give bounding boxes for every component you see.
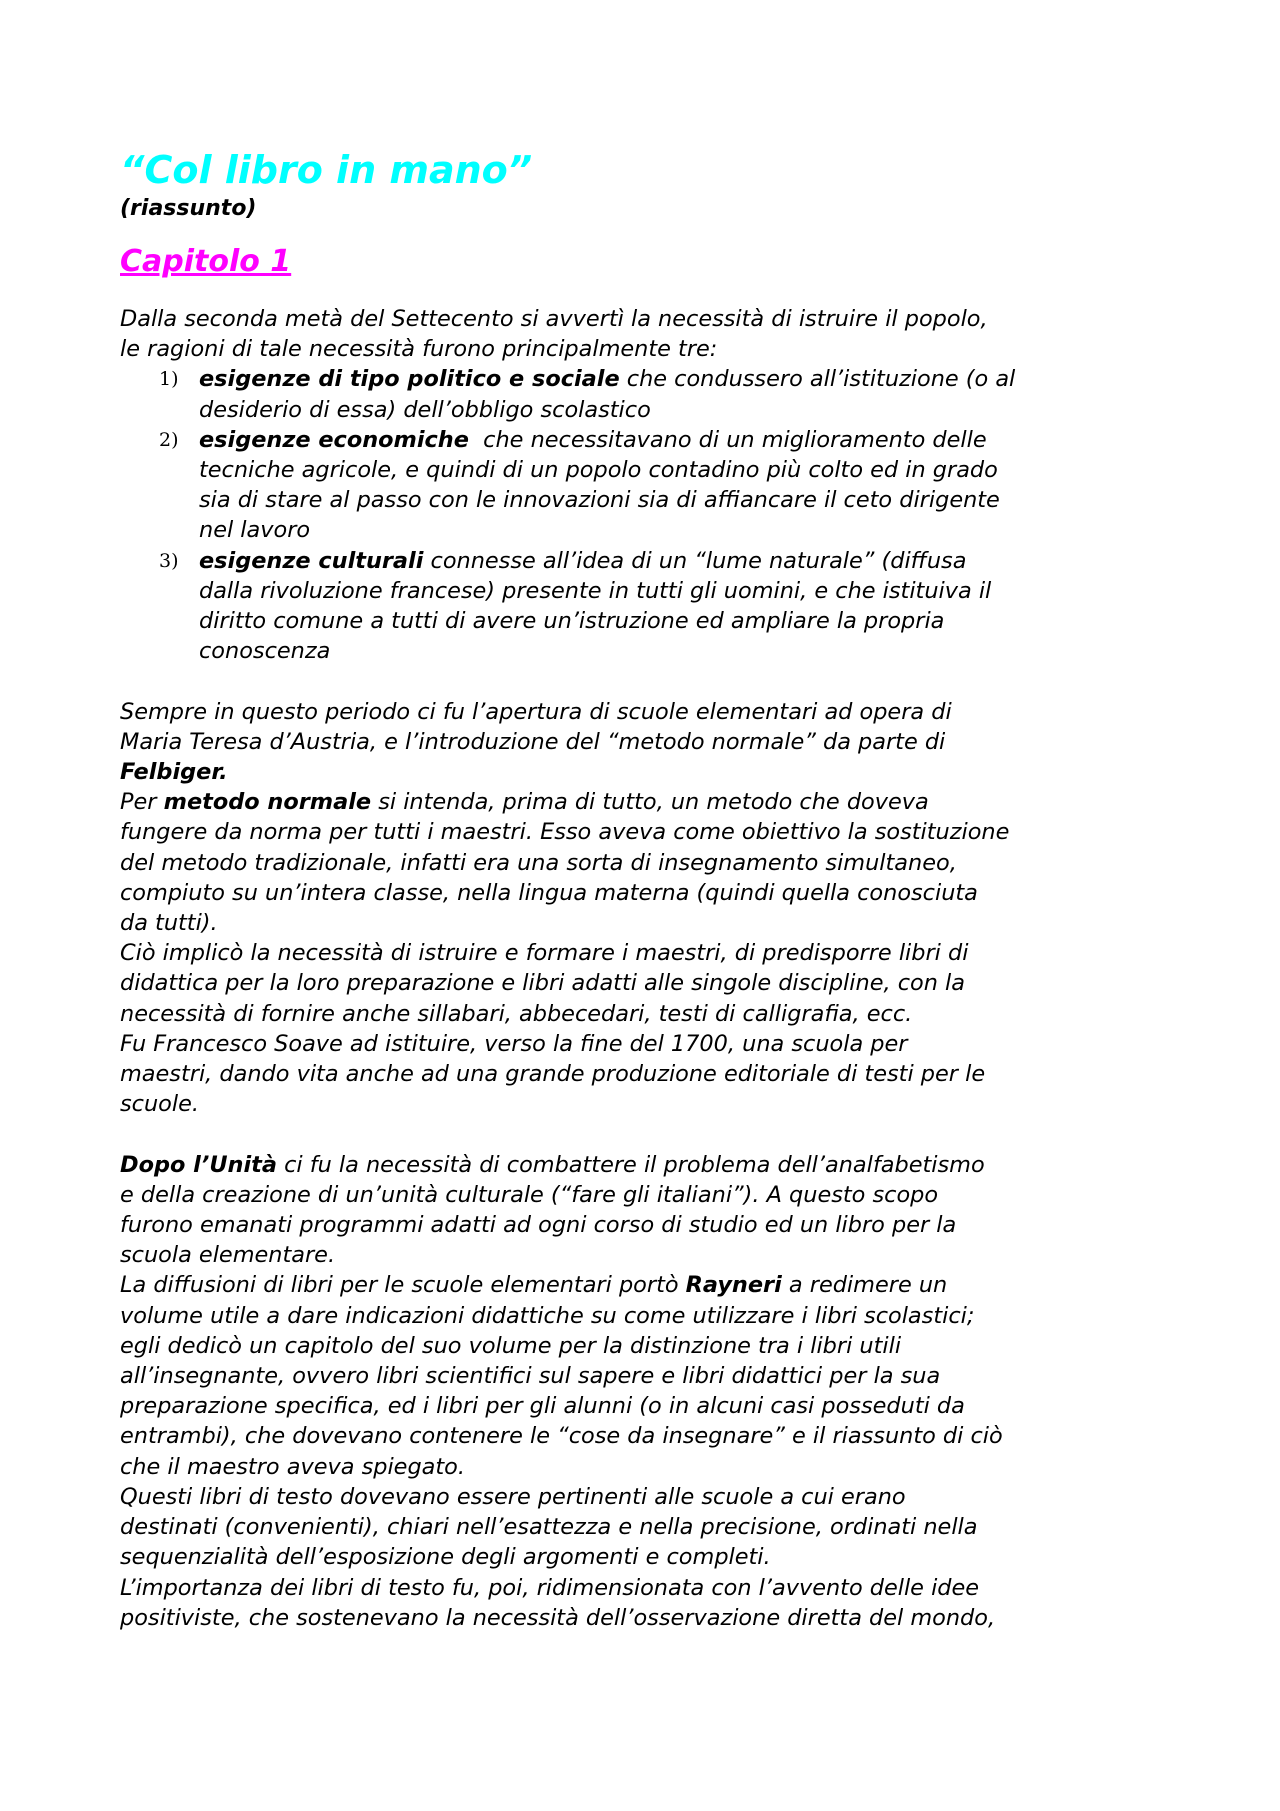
text-line: scuole. xyxy=(120,1091,199,1118)
rayneri-paragraph xyxy=(120,1270,1180,1481)
list-number: 2) xyxy=(159,428,179,451)
text-line: dalla rivoluzione francese) presente in tutti gli uomini, e che istituiva il xyxy=(199,577,992,604)
text-line: preparazione specifica, ed i libri per gli alunni (o in alcuni casi posseduti da xyxy=(120,1393,965,1420)
bold-term: Rayneri xyxy=(685,1272,782,1299)
reasons-list xyxy=(120,364,1180,666)
text-line: sequenzialità dell’esposizione degli argomenti e completi. xyxy=(120,1544,771,1571)
text-line: furono emanati programmi adatti ad ogni corso di studio ed un libro per la xyxy=(120,1212,957,1239)
text-line: Fu Francesco Soave ad istituire, verso la fine del 1700, una scuola per xyxy=(120,1030,908,1057)
text-line: tecniche agricole, e quindi di un popolo contadino più colto ed in grado xyxy=(199,457,998,484)
text-line: che condussero all’istituzione (o al xyxy=(619,366,1016,393)
list-item xyxy=(120,425,1180,546)
text-line: del metodo tradizionale, infatti era una sorta di insegnamento simultaneo, xyxy=(120,849,957,876)
soave-paragraph xyxy=(120,1029,1180,1120)
text-line: compiuto su un’intera classe, nella lingua materna (quindi quella conosciuta xyxy=(120,879,978,906)
document-page xyxy=(120,146,1180,1633)
text-line: volume utile a dare indicazioni didattiche su come utilizzare i libri scolastici; xyxy=(120,1302,975,1329)
list-item xyxy=(120,546,1180,667)
text-line: maestri, dando vita anche ad una grande produzione editoriale di testi per le xyxy=(120,1061,986,1088)
importanza-paragraph xyxy=(120,1573,1180,1633)
bold-term: esigenze culturali xyxy=(199,547,424,574)
text-line: La diffusioni di libri per le scuole elementari portò xyxy=(120,1272,686,1299)
metodo-paragraph xyxy=(120,787,1180,938)
text-line: necessità di fornire anche sillabari, abbecedari, testi di calligrafia, ecc. xyxy=(120,1000,913,1027)
list-number: 3) xyxy=(159,549,179,572)
felbiger-paragraph xyxy=(120,697,1180,788)
text-line: scuola elementare. xyxy=(120,1242,336,1269)
text-line: Per xyxy=(120,789,164,816)
text-line: egli dedicò un capitolo del suo volume per la distinzione tra i libri utili xyxy=(120,1332,902,1359)
text-line: didattica per la loro preparazione e libri adatti alle singole discipline, con la xyxy=(120,970,965,997)
text-line: fungere da norma per tutti i maestri. Esso aveva come obiettivo la sostituzione xyxy=(120,819,1010,846)
text-line: connesse all’idea di un “lume naturale” (diffusa xyxy=(423,547,967,574)
bold-term: Dopo l’Unità xyxy=(120,1151,277,1178)
text-line: si intenda, prima di tutto, un metodo che doveva xyxy=(371,789,929,816)
text-line: Maria Teresa d’Austria, e l’introduzione del “metodo normale” da parte di xyxy=(120,728,946,755)
document-title: “Col libro in mano” xyxy=(120,148,533,192)
text-line: ci fu la necessità di combattere il problema dell’analfabetismo xyxy=(276,1151,985,1178)
chapter-heading: Capitolo 1 xyxy=(120,244,292,279)
text-line: Ciò implicò la necessità di istruire e formare i maestri, di predisporre libri di xyxy=(120,940,969,967)
text-line: che il maestro aveva spiegato. xyxy=(120,1453,465,1480)
text-line: nel lavoro xyxy=(199,517,311,544)
list-number: 1) xyxy=(159,368,179,391)
text-line: Sempre in questo periodo ci fu l’apertura di scuole elementari ad opera di xyxy=(120,698,952,725)
text-line: conoscenza xyxy=(199,638,331,665)
implico-paragraph xyxy=(120,938,1180,1029)
text-line: destinati (convenienti), chiari nell’esattezza e nella precisione, ordinati nella xyxy=(120,1514,978,1541)
text-line: Questi libri di testo dovevano essere pertinenti alle scuole a cui erano xyxy=(120,1483,906,1510)
text-line: L’importanza dei libri di testo fu, poi, ridimensionata con l’avvento delle idee xyxy=(120,1574,980,1601)
text-line: sia di stare al passo con le innovazioni sia di affiancare il ceto dirigente xyxy=(199,487,1000,514)
text-line: entrambi), che dovevano contenere le “cose da insegnare” e il riassunto di ciò xyxy=(120,1423,1003,1450)
bold-term: metodo normale xyxy=(163,789,372,816)
text-line: le ragioni di tale necessità furono principalmente tre: xyxy=(120,336,718,363)
bold-term: esigenze economiche xyxy=(199,426,469,453)
text-line: che necessitavano di un miglioramento delle xyxy=(468,426,987,453)
bold-term: esigenze di tipo politico e sociale xyxy=(199,366,620,393)
text-line: Dalla seconda metà del Settecento si avvertì la necessità di istruire il popolo, xyxy=(120,306,988,332)
unita-paragraph xyxy=(120,1150,1180,1271)
document-subtitle: (riassunto) xyxy=(120,196,257,221)
text-line: e della creazione di un’unità culturale (“fare gli italiani”). A questo scopo xyxy=(120,1181,939,1208)
libri-paragraph xyxy=(120,1482,1180,1573)
blank-line xyxy=(120,1119,1180,1149)
text-line: positiviste, che sostenevano la necessità dell’osservazione diretta del mondo, xyxy=(120,1604,996,1631)
text-line: a redimere un xyxy=(781,1272,948,1299)
text-line: all’insegnante, ovvero libri scientifici sul sapere e libri didattici per la sua xyxy=(120,1363,941,1390)
blank-line xyxy=(120,666,1180,696)
text-line: desiderio di essa) dell’obbligo scolastico xyxy=(199,396,651,423)
bold-term: Felbiger. xyxy=(120,759,228,786)
intro-paragraph xyxy=(120,304,1180,364)
text-line: da tutti). xyxy=(120,910,218,937)
text-line: diritto comune a tutti di avere un’istruzione ed ampliare la propria xyxy=(199,608,945,635)
list-item xyxy=(120,364,1180,424)
